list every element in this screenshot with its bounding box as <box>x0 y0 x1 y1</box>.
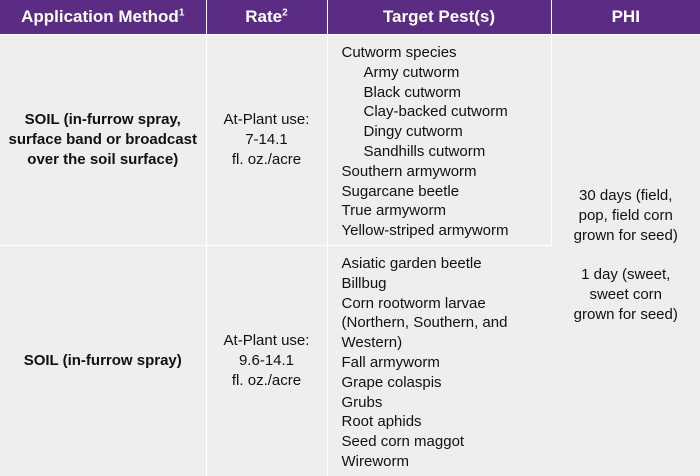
pest-item: True armyworm <box>342 201 545 221</box>
pest-item: Seed corn maggot <box>342 432 546 452</box>
pest-item: (Northern, Southern, and <box>342 313 546 333</box>
pest-item: Clay-backed cutworm <box>342 102 545 122</box>
application-method-cell: SOIL (in-furrow spray, surface band or broadcast over the soil surface) <box>0 35 206 246</box>
pest-item: Western) <box>342 333 546 353</box>
header-rate <box>206 0 327 35</box>
application-method-cell: SOIL (in-furrow spray) <box>0 245 206 475</box>
phi-line: 1 day (sweet, <box>552 265 700 285</box>
pest-item: Billbug <box>342 274 546 294</box>
pest-item: Cutworm species <box>342 43 545 63</box>
pest-item: Fall armyworm <box>342 353 546 373</box>
header-row <box>0 0 700 35</box>
rate-cell <box>206 35 327 246</box>
header-phi: PHI <box>551 0 700 35</box>
phi-line: sweet corn <box>552 285 700 305</box>
footnote-marker: 1 <box>179 7 185 18</box>
phi-line: grown for seed) <box>552 226 700 246</box>
phi-cell <box>551 35 700 476</box>
footnote-marker: 2 <box>282 7 288 18</box>
table-row <box>0 35 700 246</box>
pest-item: Grubs <box>342 393 546 413</box>
phi-line: pop, field corn <box>552 206 700 226</box>
rate-line: 7-14.1 <box>207 130 327 150</box>
phi-line: grown for seed) <box>552 305 700 325</box>
pest-item: Asiatic garden beetle <box>342 254 546 274</box>
rate-line: fl. oz./acre <box>207 371 327 391</box>
pest-item: Army cutworm <box>342 63 545 83</box>
pest-item: Dingy cutworm <box>342 122 545 142</box>
rate-line: fl. oz./acre <box>207 150 327 170</box>
pest-item: Sugarcane beetle <box>342 182 545 202</box>
rate-cell <box>206 245 327 475</box>
phi-block <box>552 186 700 245</box>
phi-line: 30 days (field, <box>552 186 700 206</box>
pest-item: Sandhills cutworm <box>342 142 545 162</box>
header-target-pests: Target Pest(s) <box>327 0 551 35</box>
pest-item: Grape colaspis <box>342 373 546 393</box>
target-pests-cell <box>327 35 551 246</box>
pest-item: Wireworm <box>342 452 546 472</box>
rate-line: At-Plant use: <box>207 331 327 351</box>
phi-block <box>552 265 700 324</box>
rate-line: 9.6-14.1 <box>207 351 327 371</box>
pest-item: Southern armyworm <box>342 162 545 182</box>
target-pests-cell <box>327 245 551 475</box>
header-method-label: Application Method <box>21 7 179 26</box>
pest-item: Root aphids <box>342 412 546 432</box>
header-application-method <box>0 0 206 35</box>
rate-line: At-Plant use: <box>207 110 327 130</box>
pest-item: Black cutworm <box>342 83 545 103</box>
pest-item: Yellow-striped armyworm <box>342 221 545 241</box>
pest-item: Corn rootworm larvae <box>342 294 546 314</box>
header-rate-label: Rate <box>245 7 282 26</box>
